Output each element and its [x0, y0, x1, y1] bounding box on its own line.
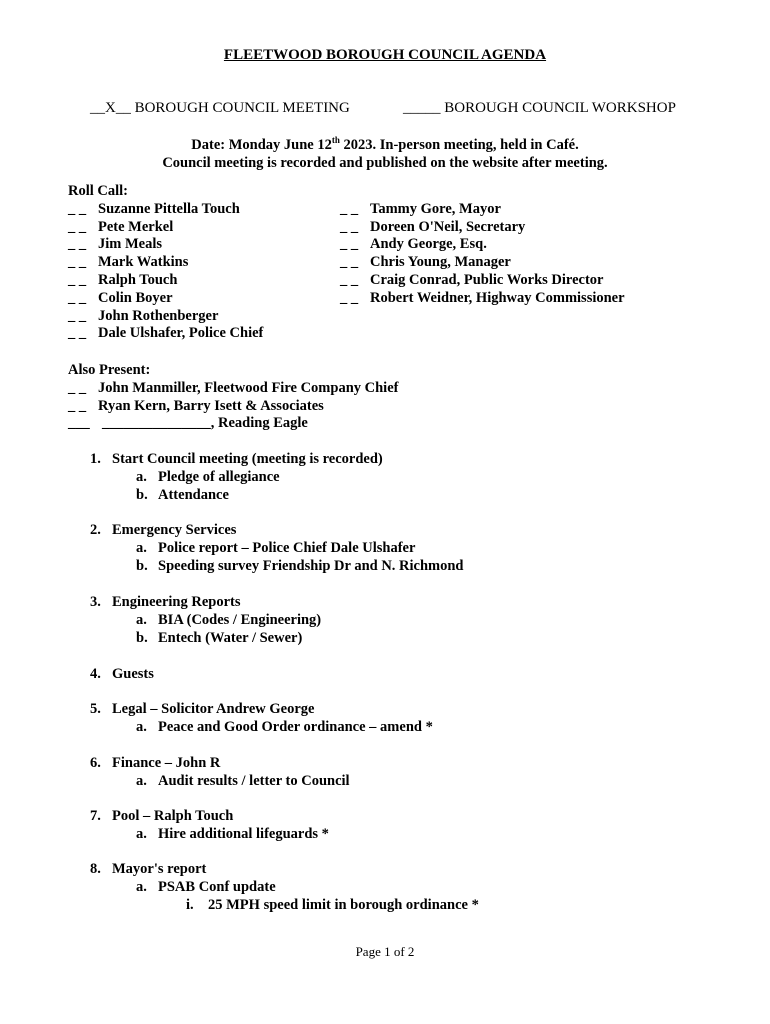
agenda-subitem: a. Hire additional lifeguards * [136, 825, 329, 842]
date-line-1: Date: Monday June 12th 2023. In-person meeting, held in Café. [191, 135, 579, 153]
roll-call-section [68, 183, 263, 343]
roll-call-row: _ _ Ralph Touch [68, 271, 178, 288]
roll-call-row: _ _ Colin Boyer [68, 289, 173, 306]
agenda-title: FLEETWOOD BOROUGH COUNCIL AGENDA [223, 47, 547, 63]
agenda-item-3: 3. Engineering Reports a. BIA (Codes / Engineering) b. Entech (Water / Sewer) [90, 594, 322, 646]
roll-call-right-list [340, 201, 625, 308]
agenda-subitem: a. Audit results / letter to Council [136, 772, 350, 789]
also-present-row: _ _ John Manmiller, Fleetwood Fire Company Chief [68, 379, 399, 396]
also-present-section [68, 362, 398, 433]
roll-call-row: _ _ Jim Meals [68, 236, 163, 253]
roll-call-row: _ _ Andy George, Esq. [340, 236, 487, 253]
date-line [0, 131, 770, 172]
also-present-heading: Also Present: [68, 362, 151, 378]
page-footer: Page 1 of 2 [355, 944, 415, 959]
roll-call-left-list [68, 201, 263, 343]
agenda-subitem: b. Attendance [136, 486, 229, 503]
agenda-subitem: a. Peace and Good Order ordinance – amend * [136, 718, 433, 735]
agenda-subitem: a. PSAB Conf update [136, 878, 276, 895]
agenda-item-4: 4. Guests [90, 666, 154, 682]
roll-call-row: _ _ Mark Watkins [68, 254, 189, 271]
also-present-row: ___ _______________, Reading Eagle [68, 415, 308, 432]
roll-call-row: _ _ Dale Ulshafer, Police Chief [68, 325, 264, 342]
agenda-item-2: 2. Emergency Services a. Police report – Police Chief Dale Ulshafer b. Speeding survey Friendship Dr and N. Richmond [90, 522, 464, 574]
roll-call-row: _ _ John Rothenberger [68, 307, 219, 324]
roll-call-row: _ _ Craig Conrad, Public Works Director [340, 271, 604, 288]
agenda-subsubitem: i. 25 MPH speed limit in borough ordinance * [186, 896, 479, 913]
agenda-item-5: 5. Legal – Solicitor Andrew George a. Peace and Good Order ordinance – amend * [90, 701, 433, 735]
also-present-row: _ _ Ryan Kern, Barry Isett & Associates [68, 397, 324, 414]
agenda-item-6: 6. Finance – John R a. Audit results / letter to Council [90, 755, 350, 789]
roll-call-row: _ _ Robert Weidner, Highway Commissioner [340, 289, 625, 306]
agenda-subitem: b. Speeding survey Friendship Dr and N. Richmond [136, 557, 464, 574]
agenda-item-7: 7. Pool – Ralph Touch a. Hire additional lifeguards * [90, 808, 329, 842]
roll-call-row: _ _ Doreen O'Neil, Secretary [340, 218, 526, 235]
roll-call-heading: Roll Call: [68, 183, 129, 199]
agenda-subitem: b. Entech (Water / Sewer) [136, 629, 303, 646]
agenda-subitem: a. Police report – Police Chief Dale Ulshafer [136, 539, 416, 556]
roll-call-row: _ _ Chris Young, Manager [340, 254, 511, 271]
agenda-subitem: a. Pledge of allegiance [136, 468, 280, 485]
roll-call-row: _ _ Suzanne Pittella Touch [68, 200, 240, 217]
agenda-subitem: a. BIA (Codes / Engineering) [136, 611, 322, 628]
council-workshop-checkbox-line: _____ BOROUGH COUNCIL WORKSHOP [403, 100, 676, 116]
roll-call-row: _ _ Tammy Gore, Mayor [340, 200, 501, 217]
agenda-item-8: 8. Mayor's report a. PSAB Conf update i. 25 MPH speed limit in borough ordinance * [90, 861, 479, 913]
date-line-2: Council meeting is recorded and published on the website after meeting. [162, 154, 608, 171]
roll-call-row: _ _ Pete Merkel [68, 218, 174, 235]
council-meeting-checkbox-line: __X__ BOROUGH COUNCIL MEETING [90, 100, 350, 116]
agenda-item-1: 1. Start Council meeting (meeting is recorded) a. Pledge of allegiance b. Attendance [90, 451, 383, 503]
